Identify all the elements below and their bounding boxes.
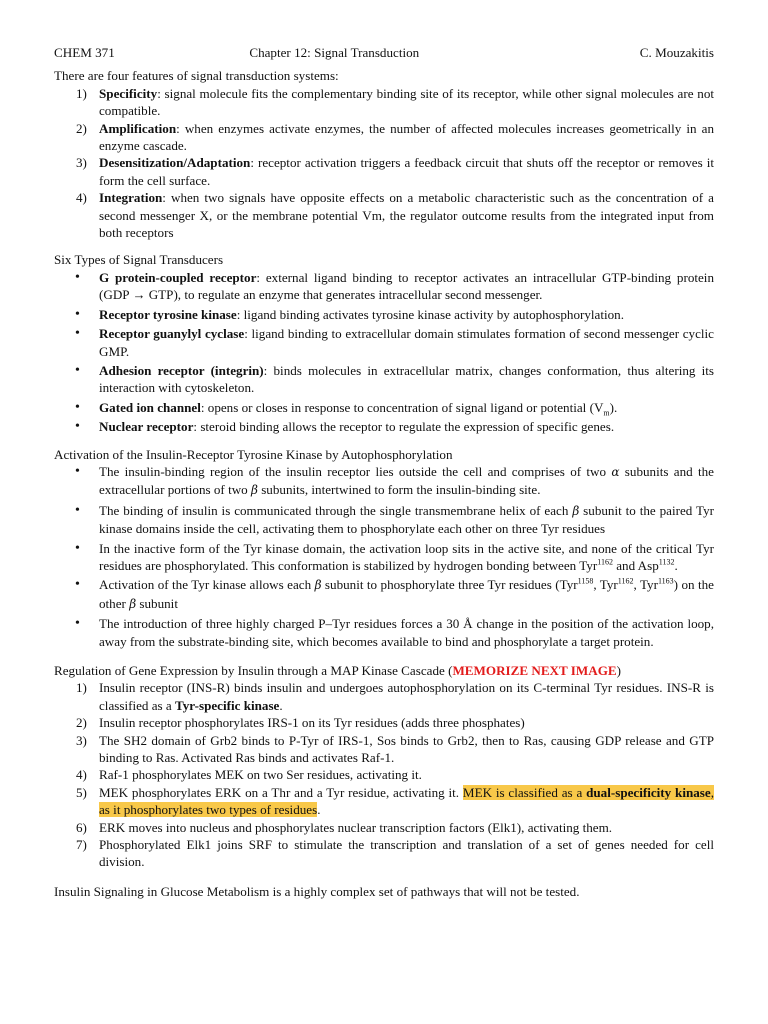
list-item: 4) Integration: when two signals have opposite effects on a metabolic characteristic such as the concentration of a second messenger X, or the membrane potential Vm, the regulator outcome results from the integrated input from both receptors	[76, 190, 714, 241]
map-kinase-steps	[54, 679, 714, 870]
list-item: 2) Amplification: when enzymes activate enzymes, the number of affected molecules increases geometrically in an enzyme cascade.	[76, 120, 714, 154]
list-item: 3) Desensitization/Adaptation: receptor activation triggers a feedback circuit that shuts off the receptor or removes it form the cell surface.	[76, 155, 714, 188]
transducers-title: Six Types of Signal Transducers	[54, 252, 224, 268]
list-item: • The binding of insulin is communicated through the single transmembrane helix of each β subunit to the paired Tyr kinase domains inside the cell, activating them to phosphorylate each other on three Tyr residues	[75, 502, 715, 537]
list-item: 1) Insulin receptor (INS-R) binds insulin and undergoes autophosphorylation on its C-terminal Tyr residues. INS-R is classified as a Tyr-specific kinase.	[76, 680, 714, 713]
chapter-title: Chapter 12: Signal Transduction	[249, 45, 420, 60]
memorize-note: MEMORIZE NEXT IMAGE	[452, 663, 617, 678]
list-item: • G protein-coupled receptor: external ligand binding to receptor activates an intracellular GTP-binding protein (GDP → GTP), to regulate an enzyme that generates intracellular second messenger.	[75, 269, 714, 303]
highlighted-text: MEK is classified as a dual-specificity kinase, as it phosphorylates two types of residues	[99, 784, 714, 818]
list-item: • The insulin-binding region of the insulin receptor lies outside the cell and comprises of two α subunits and the extracellular portions of two β subunits, intertwined to form the insulin-binding site.	[75, 463, 714, 498]
list-item: 7) Phosphorylated Elk1 joins SRF to stimulate the transcription and translation of a set of genes needed for cell division.	[76, 837, 714, 870]
list-item: • Receptor tyrosine kinase: ligand binding activates tyrosine kinase activity by autophosphorylation.	[75, 306, 625, 322]
list-item: 2) Insulin receptor phosphorylates IRS-1 on its Tyr residues (adds three phosphates)	[76, 715, 525, 731]
list-item: 5) MEK phosphorylates ERK on a Thr and a Tyr residue, activating it. MEK is classified as a dual-specificity kinase, as it phosphorylates two types of residues.	[76, 784, 714, 818]
transducers-list	[54, 269, 714, 436]
list-item: 3) The SH2 domain of Grb2 binds to P-Tyr of IRS-1, Sos binds to Grb2, then to Ras, causing GDP release and GTP binding to Ras. Activated Ras binds and activates Raf-1.	[76, 732, 714, 766]
features-list	[54, 85, 714, 242]
list-item: • Nuclear receptor: steroid binding allows the receptor to regulate the expression of specific genes.	[75, 419, 615, 435]
list-item: • Receptor guanylyl cyclase: ligand binding to extracellular domain stimulates formation of second messenger cyclic GMP.	[75, 326, 714, 359]
list-item: 4) Raf-1 phosphorylates MEK on two Ser residues, activating it.	[76, 767, 422, 783]
insulin-kinase-title: Activation of the Insulin-Receptor Tyrosine Kinase by Autophosphorylation	[54, 446, 453, 462]
footer-note: Insulin Signaling in Glucose Metabolism is a highly complex set of pathways that will not be tested.	[54, 883, 580, 899]
features-intro: There are four features of signal transduction systems:	[54, 68, 339, 84]
list-item: 1) Specificity: signal molecule fits the complementary binding site of its receptor, while other signal molecules are not compatible.	[76, 85, 714, 119]
page-header	[54, 44, 714, 61]
insulin-kinase-list	[54, 463, 714, 650]
map-kinase-title: Regulation of Gene Expression by Insulin through a MAP Kinase Cascade (MEMORIZE NEXT IMAGE)	[54, 663, 621, 678]
list-item: • Gated ion channel: opens or closes in response to concentration of signal ligand or potential $(V_m)$.	[75, 399, 618, 418]
list-item: • In the inactive form of the Tyr kinase domain, the activation loop sits in the active site, and none of the critical Tyr residues are phosphorylated. This conformation is stabilized by hydrogen bonding between Tyr$^{1162}$ and Asp$^{1132}$.	[75, 540, 714, 573]
course-code: CHEM 371	[54, 45, 115, 60]
list-item: • The introduction of three highly charged P–Tyr residues forces a 30 Å change in the position of the activation loop, away from the substrate-binding site, which becomes available to bind and phosphorylate a target protein.	[75, 616, 714, 649]
author-name: C. Mouzakitis	[639, 45, 714, 60]
list-item: 6) ERK moves into nucleus and phosphorylates nuclear transcription factors (Elk1), activating them.	[76, 819, 613, 835]
list-item: • Adhesion receptor (integrin): binds molecules in extracellular matrix, changes conformation, thus altering its interaction with cytoskeleton.	[75, 362, 714, 396]
arrow-icon: →	[132, 287, 146, 303]
list-item: • Activation of the Tyr kinase allows each β subunit to phosphorylate three Tyr residues (Tyr$^{1158}$, Tyr$^{1162}$, Tyr$^{1163}$) on the other β subunit	[75, 577, 714, 611]
